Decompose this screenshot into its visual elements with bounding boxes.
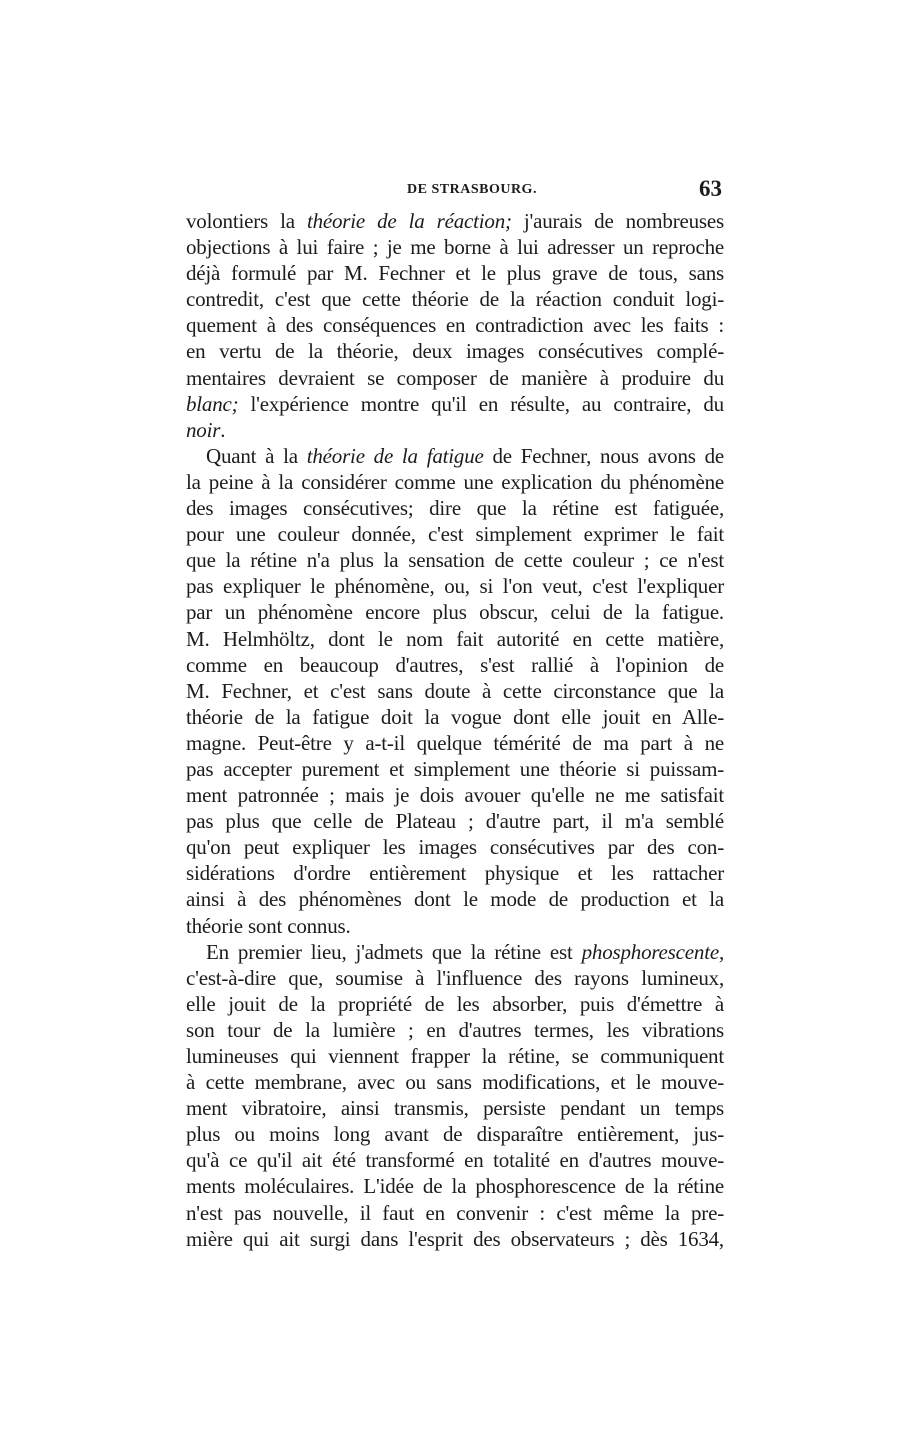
text-segment: volontiers la	[186, 209, 307, 233]
text-line	[186, 443, 724, 469]
text-line	[186, 312, 724, 338]
text-line	[186, 913, 724, 939]
text-line	[186, 965, 724, 991]
text-line	[186, 860, 724, 886]
text-segment: pas plus que celle de Plateau ; d'autre part, il m'a semblé	[186, 809, 724, 834]
text-line	[186, 756, 724, 782]
text-segment: ments moléculaires. L'idée de la phosphorescence de la rétine	[186, 1174, 724, 1199]
text-segment: pour une couleur donnée, c'est simplement exprimer le fait	[186, 522, 724, 547]
text-line	[186, 521, 724, 547]
text-line	[186, 1121, 724, 1147]
text-line	[186, 678, 724, 704]
text-segment: qu'à ce qu'il ait été transformé en totalité en d'autres mouve-	[186, 1148, 724, 1173]
text-line	[186, 1226, 724, 1252]
text-segment: pas accepter purement et simplement une théorie si puissam-	[186, 756, 724, 781]
text-line	[186, 1043, 724, 1069]
text-line	[186, 939, 724, 965]
text-segment: .	[220, 417, 226, 442]
text-segment: Quant à la	[206, 443, 307, 468]
text-line	[186, 417, 724, 443]
text-segment: c'est-à-dire que, soumise à l'influence des rayons lumineux,	[186, 965, 724, 990]
text-line	[186, 495, 724, 521]
text-segment: déjà formulé par M. Fechner et le plus grave de tous, sans	[186, 261, 724, 286]
text-line	[186, 886, 724, 912]
text-line	[186, 834, 724, 860]
text-segment: plus ou moins long avant de disparaître entièrement, jus-	[186, 1122, 724, 1147]
running-head	[186, 176, 724, 206]
text-line	[186, 652, 724, 678]
text-line	[186, 1200, 724, 1226]
page-number: 63	[699, 176, 722, 201]
text-line	[186, 573, 724, 599]
text-line	[186, 469, 724, 495]
text-line	[186, 365, 724, 391]
text-line	[186, 730, 724, 756]
italic-text: phosphorescente,	[581, 939, 724, 964]
text-segment: sidérations d'ordre entièrement physique et les rattacher	[186, 861, 724, 886]
text-segment: ainsi à des phénomènes dont le mode de production et la	[186, 887, 724, 912]
text-segment: qu'on peut expliquer les images consécutives par des con-	[186, 835, 724, 860]
text-segment: ment patronnée ; mais je dois avouer qu'elle ne me satisfait	[186, 783, 724, 808]
body-text	[186, 208, 724, 1252]
text-line	[186, 599, 724, 625]
text-line	[186, 1095, 724, 1121]
text-segment: par un phénomène encore plus obscur, celui de la fatigue.	[186, 600, 724, 625]
text-line	[186, 391, 724, 417]
text-segment: de Fechner, nous avons de	[483, 443, 724, 468]
text-line	[186, 626, 724, 652]
italic-text: noir	[186, 417, 221, 442]
text-line	[186, 338, 724, 364]
text-line	[186, 1017, 724, 1043]
italic-text: blanc;	[186, 391, 239, 416]
text-segment: pas expliquer le phénomène, ou, si l'on veut, c'est l'expliquer	[186, 574, 724, 599]
text-segment: que la rétine n'a plus la sensation de cette couleur ; ce n'est	[186, 548, 724, 573]
text-segment: théorie sont connus.	[186, 913, 351, 938]
text-segment: elle jouit de la propriété de les absorber, puis d'émettre à	[186, 991, 724, 1016]
text-line	[186, 208, 724, 234]
text-segment: la peine à la considérer comme une explication du phénomène	[186, 469, 724, 494]
text-segment: quement à des conséquences en contradiction avec les faits :	[186, 313, 724, 338]
text-segment: théorie de la fatigue doit la vogue dont elle jouit en Alle-	[186, 704, 724, 729]
running-title: DE STRASBOURG.	[407, 182, 537, 197]
text-line	[186, 260, 724, 286]
text-segment: magne. Peut-être y a-t-il quelque témérité de ma part à ne	[186, 730, 724, 755]
text-segment: objections à lui faire ; je me borne à lui adresser un reproche	[186, 235, 724, 260]
text-segment: contredit, c'est que cette théorie de la réaction conduit logi-	[186, 287, 724, 312]
text-segment: des images consécutives; dire que la rétine est fatiguée,	[186, 496, 724, 521]
text-segment: l'expérience montre qu'il en résulte, au contraire, du	[238, 391, 724, 416]
italic-text: théorie de la fatigue	[306, 443, 484, 468]
text-segment: à cette membrane, avec ou sans modifications, et le mouve-	[186, 1070, 724, 1095]
text-segment: ment vibratoire, ainsi transmis, persiste pendant un temps	[186, 1096, 724, 1121]
text-segment: en vertu de la théorie, deux images consécutives complé-	[186, 339, 724, 364]
text-segment: En premier lieu, j'admets que la rétine est	[206, 939, 582, 964]
text-line	[186, 547, 724, 573]
italic-text: théorie de la réaction;	[306, 209, 512, 233]
text-line	[186, 1147, 724, 1173]
text-segment: n'est pas nouvelle, il faut en convenir : c'est même la pre-	[186, 1200, 724, 1225]
text-line	[186, 808, 724, 834]
text-line	[186, 1173, 724, 1199]
text-line	[186, 782, 724, 808]
text-segment: j'aurais de nombreuses	[511, 209, 724, 233]
text-line	[186, 1069, 724, 1095]
text-segment: comme en beaucoup d'autres, s'est rallié à l'opinion de	[186, 652, 724, 677]
text-segment: mentaires devraient se composer de manière à produire du	[186, 365, 724, 390]
text-line	[186, 234, 724, 260]
text-segment: lumineuses qui viennent frapper la rétine, se communiquent	[186, 1044, 724, 1068]
text-line	[186, 991, 724, 1017]
text-line	[186, 704, 724, 730]
text-segment: mière qui ait surgi dans l'esprit des observateurs ; dès 1634,	[186, 1226, 724, 1251]
text-segment: son tour de la lumière ; en d'autres termes, les vibrations	[186, 1017, 724, 1042]
text-segment: M. Helmhöltz, dont le nom fait autorité en cette matière,	[186, 626, 724, 651]
text-line	[186, 286, 724, 312]
text-segment: M. Fechner, et c'est sans doute à cette circonstance que la	[186, 678, 724, 703]
